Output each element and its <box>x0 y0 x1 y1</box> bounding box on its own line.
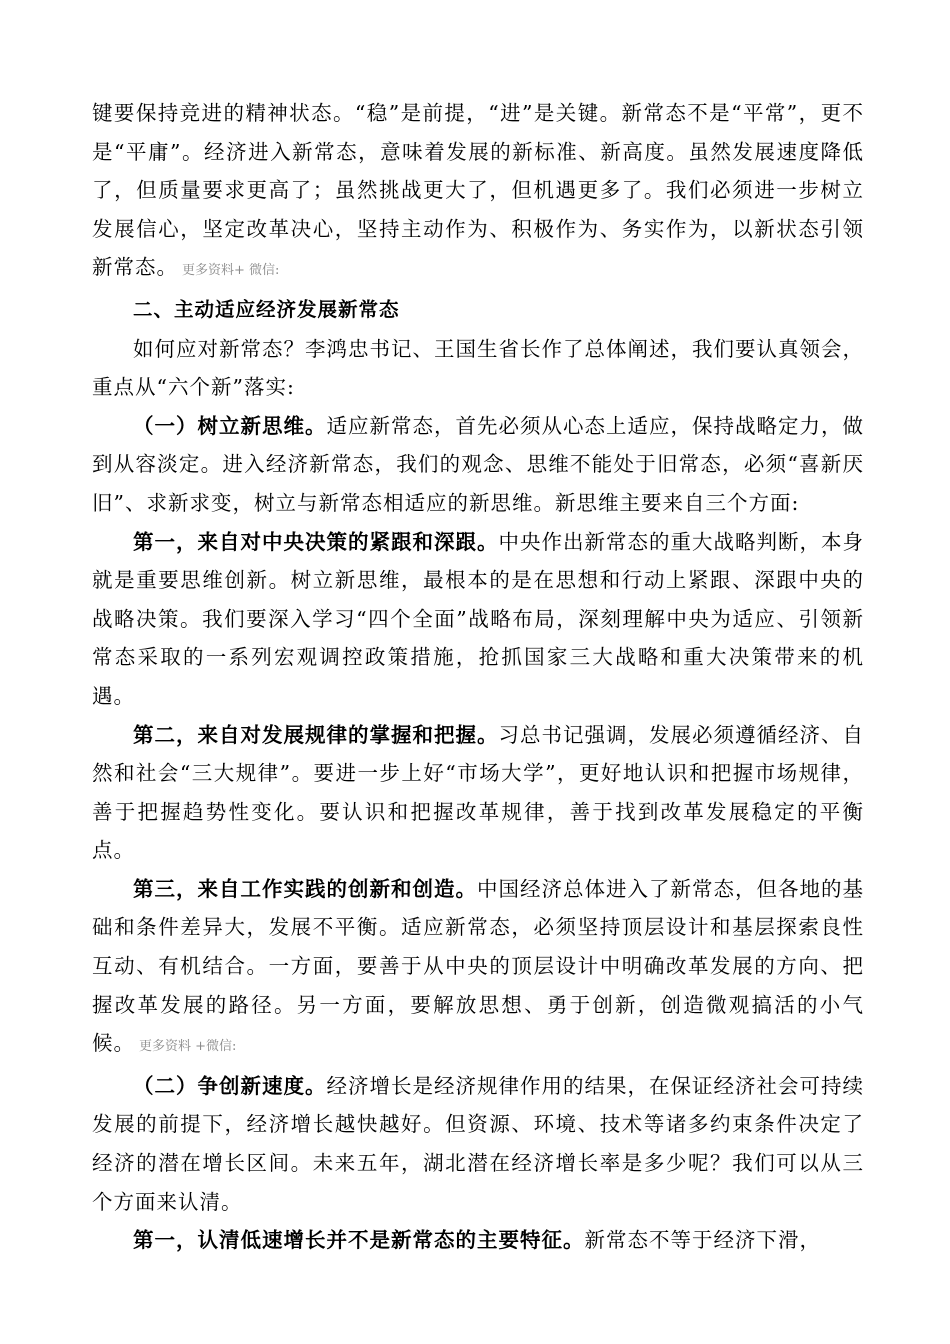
contact-note: 更多资料+ 微信: <box>182 263 280 279</box>
paragraph-lead: 第一，认清低速增长并不是新常态的主要特征。 <box>133 1228 585 1253</box>
paragraph-text: 如何应对新常态？李鸿忠书记、王国生省长作了总体阐述，我们要认真领会，重点从“六个新”落实: <box>92 336 864 400</box>
paragraph-low-speed <box>92 1221 864 1260</box>
section-heading: 二、主动适应经济发展新常态 <box>133 297 400 321</box>
paragraph-second-point <box>92 716 864 870</box>
paragraph-lead: 第一，来自对中央决策的紧跟和深跟。 <box>133 529 499 554</box>
paragraph-1 <box>92 94 864 291</box>
paragraph-lead: （一）树立新思维。 <box>133 413 327 438</box>
paragraph-text: 适应新常态，首先必须从心态上适应，保持战略定力，做到从容淡定。进入经济新常态，我们的观念、思维不能处于旧常态，必须“喜新厌旧”、求新求变，树立与新常态相适应的新思维。新思维主要来自三个方面: <box>92 413 864 515</box>
paragraph-2 <box>92 330 864 407</box>
paragraph-first-point <box>92 523 864 716</box>
document-page <box>92 94 864 1260</box>
paragraph-lead: 第二，来自对发展规律的掌握和把握。 <box>133 722 499 747</box>
paragraph-lead: 第三，来自工作实践的创新和创造。 <box>133 876 477 901</box>
paragraph-new-thinking <box>92 407 864 523</box>
paragraph-text: 习总书记强调，发展必须遵循经济、自然和社会“三大规律”。要进一步上好“市场大学”，更好地认识和把握市场规律，善于把握趋势性变化。要认识和把握改革规律，善于找到改革发展稳定的平衡点。 <box>92 722 864 863</box>
paragraph-text: 新常态不等于经济下滑， <box>584 1228 821 1253</box>
paragraph-text: 键要保持竞进的精神状态。“稳”是前提，“进”是关键。新常态不是“平常”，更不是“平庸”。经济进入新常态，意味着发展的新标准、新高度。虽然发展速度降低了，但质量要求更高了；虽然挑战更大了，但机遇更多了。我们必须进一步树立发展信心，坚定改革决心，坚持主动作为、积极作为、务实作为，以新状态引领新常态。 <box>92 101 864 280</box>
paragraph-lead: （二）争创新速度。 <box>133 1073 327 1098</box>
paragraph-text: 经济增长是经济规律作用的结果，在保证经济社会可持续发展的前提下，经济增长越快越好。但资源、环境、技术等诸多约束条件决定了经济的潜在增长区间。未来五年，湖北潜在经济增长率是多少呢？我们可以从三个方面来认清。 <box>92 1073 864 1214</box>
contact-note: 更多资料 +微信: <box>139 1039 237 1055</box>
paragraph-text: 中央作出新常态的重大战略判断，本身就是重要思维创新。树立新思维，最根本的是在思想和行动上紧跟、深跟中央的战略决策。我们要深入学习“四个全面”战略布局，深刻理解中央为适应、引领新常态采取的一系列宏观调控政策措施，抢抓国家三大战略和重大决策带来的机遇。 <box>92 529 864 708</box>
paragraph-text: 中国经济总体进入了新常态，但各地的基础和条件差异大，发展不平衡。适应新常态，必须坚持顶层设计和基层探索良性互动、有机结合。一方面，要善于从中央的顶层设计中明确改革发展的方向、把握改革发展的路径。另一方面，要解放思想、勇于创新，创造微观搞活的小气候。 <box>92 876 864 1056</box>
paragraph-new-speed <box>92 1067 864 1221</box>
paragraph-third-point <box>92 870 864 1067</box>
